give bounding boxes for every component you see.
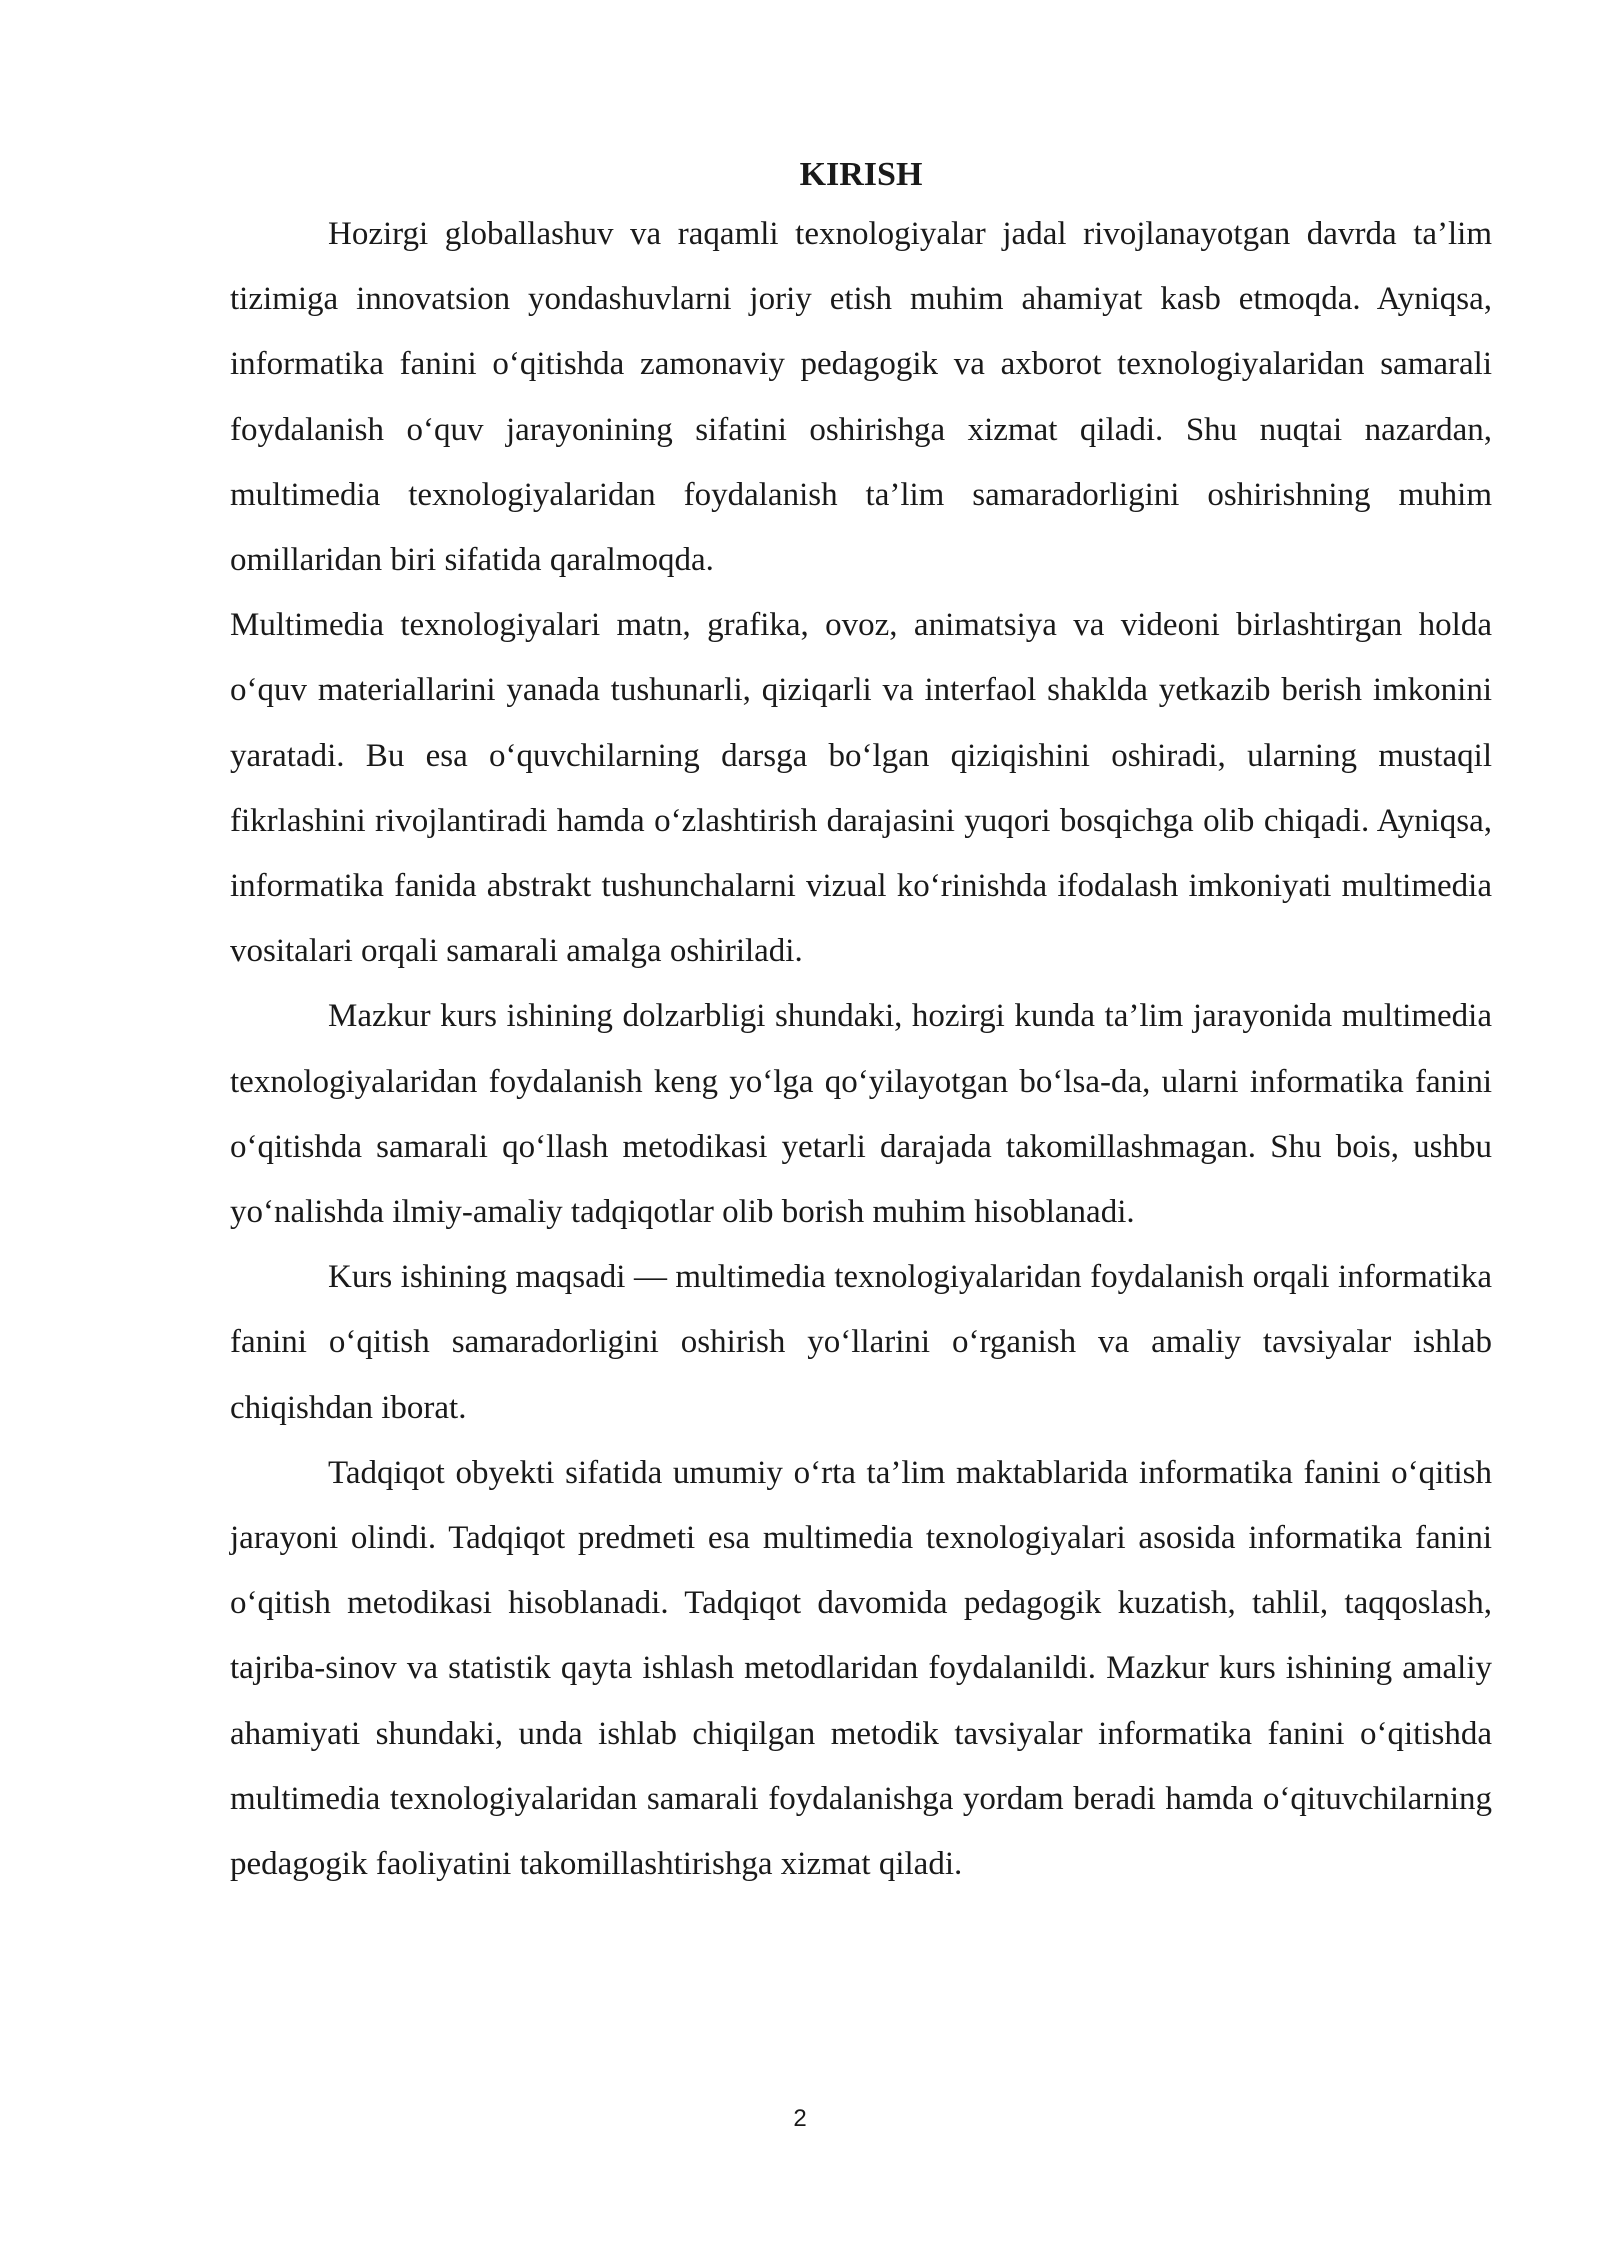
section-heading: KIRISH: [799, 156, 923, 193]
paragraph-multimedia: Multimedia texnologiyalari matn, grafika, ovoz, animatsiya va videoni birlashtirgan holda o‘quv materiallarini yanada tushunarli, qiziqarli va interfaol shaklda yetkazib berish imkonini yaratadi. Bu esa o‘quvchilarning darsga bo‘lgan qiziqishini oshiradi, ularning mustaqil fikrlashini rivojlantiradi hamda o‘zlashtirish darajasini yuqori bosqichga olib chiqadi. Ayniqsa, informatika fanida abstrakt tushunchalarni vizual ko‘rinishda ifodalash imkoniyati multimedia vositalari orqali samarali amalga oshiriladi.: [230, 607, 1492, 970]
paragraph-intro: Hozirgi globallashuv va raqamli texnologiyalar jadal rivojlanayotgan davrda ta’lim tizimiga innovatsion yondashuvlarni joriy etish muhim ahamiyat kasb etmoqda. Ayniqsa, informatika fanini o‘qitishda zamonaviy pedagogik va axborot texnologiyalaridan samarali foydalanish o‘quv jarayonining sifatini oshirishga xizmat qiladi. Shu nuqtai nazardan, multimedia texnologiyalaridan foydalanish ta’lim samaradorligini oshirishning muhim omillaridan biri sifatida qaralmoqda.: [230, 216, 1492, 579]
document-body: [230, 148, 1492, 1897]
paragraph-relevance: Mazkur kurs ishining dolzarbligi shundaki, hozirgi kunda ta’lim jarayonida multimedia texnologiyalaridan foydalanish keng yo‘lga qo‘yilayotgan bo‘lsa-da, ularni informatika fanini o‘qitishda samarali qo‘llash metodikasi yetarli darajada takomillashmagan. Shu bois, ushbu yo‘nalishda ilmiy-amaliy tadqiqotlar olib borish muhim hisoblanadi.: [230, 998, 1492, 1231]
paragraph-research: Tadqiqot obyekti sifatida umumiy o‘rta ta’lim maktablarida informatika fanini o‘qitish jarayoni olindi. Tadqiqot predmeti esa multimedia texnologiyalari asosida informatika fanini o‘qitish metodikasi hisoblanadi. Tadqiqot davomida pedagogik kuzatish, tahlil, taqqoslash, tajriba-sinov va statistik qayta ishlash metodlaridan foydalanildi. Mazkur kurs ishining amaliy ahamiyati shundaki, unda ishlab chiqilgan metodik tavsiyalar informatika fanini o‘qitishda multimedia texnologiyalaridan samarali foydalanishga yordam beradi hamda o‘qituvchilarning pedagogik faoliyatini takomillashtirishga xizmat qiladi.: [230, 1454, 1492, 1883]
paragraph-goal: Kurs ishining maqsadi — multimedia texnologiyalaridan foydalanish orqali informatika fanini o‘qitish samaradorligini oshirish yo‘llarini o‘rganish va amaliy tavsiyalar ishlab chiqishdan iborat.: [230, 1259, 1492, 1426]
page-number: 2: [793, 2105, 807, 2132]
